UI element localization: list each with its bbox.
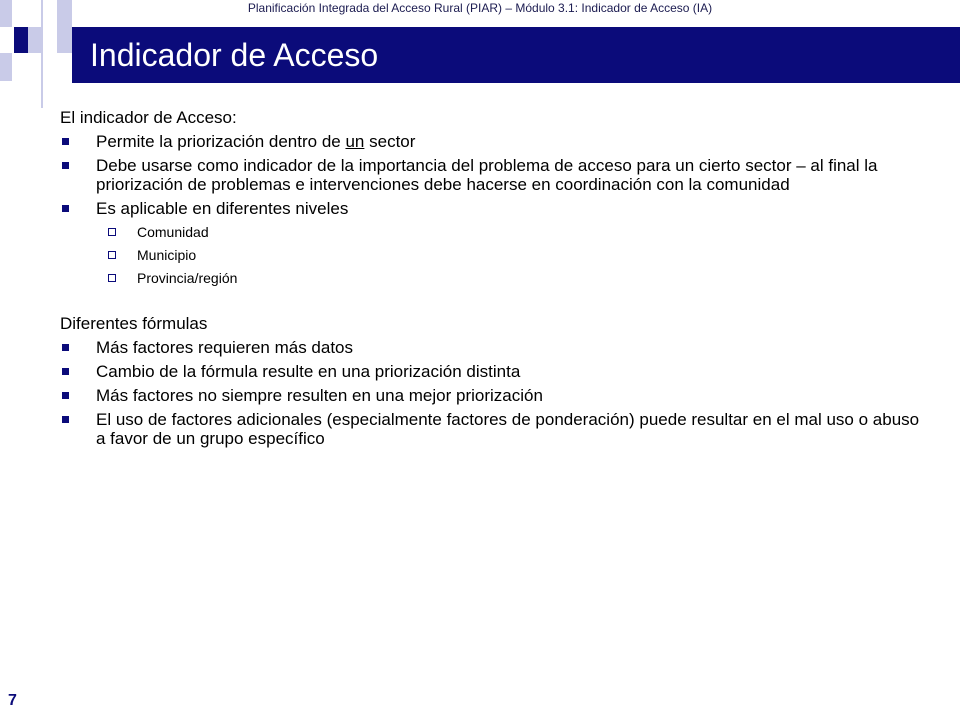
bullet-item [60, 386, 930, 405]
bullet-text: El uso de factores adicionales (especialmente factores de ponderación) puede resultar en el mal uso o abuso a favor de un grupo específico [96, 410, 920, 448]
sub-bullet-text: Comunidad [137, 224, 209, 240]
underlined-text: un [345, 132, 365, 151]
slide-number: 7 [8, 692, 17, 709]
square-bullet-icon [62, 368, 69, 375]
decor-square [0, 53, 12, 81]
bullet-text: Cambio de la fórmula resulte en una priorización distinta [96, 362, 521, 381]
decor-square [0, 0, 12, 27]
bullet-item [60, 132, 930, 151]
sub-bullet-text: Provincia/región [137, 270, 238, 286]
sub-bullet-item [60, 223, 930, 241]
decor-square [14, 27, 28, 53]
bullet-text: Debe usarse como indicador de la importancia del problema de acceso para un cierto sector – al final la priorización de problemas e intervenciones debe hacerse en coordinación con la comunidad [96, 156, 878, 194]
bullet-item [60, 362, 930, 381]
sub-bullet-item [60, 269, 930, 287]
spacer [60, 292, 930, 314]
section-heading: El indicador de Acceso: [60, 108, 237, 127]
bullet-text: Permite la priorización dentro de [96, 132, 346, 151]
bullet-item [60, 410, 930, 448]
square-bullet-icon [62, 205, 69, 212]
square-bullet-icon [62, 416, 69, 423]
bullet-text: Más factores no siempre resulten en una mejor priorización [96, 386, 543, 405]
bullet-text: Es aplicable en diferentes niveles [96, 199, 349, 218]
sub-bullet-text: Municipio [137, 247, 197, 263]
square-bullet-icon [62, 392, 69, 399]
bullet-item [60, 199, 930, 218]
bullet-item [60, 156, 930, 194]
decor-square [57, 27, 72, 53]
square-bullet-icon [62, 162, 69, 169]
hollow-square-bullet-icon [108, 228, 116, 236]
decor-square [57, 0, 72, 27]
section-heading: Diferentes fórmulas [60, 314, 208, 333]
slide-content [60, 108, 930, 453]
bullet-text: Más factores requieren más datos [96, 338, 354, 357]
decor-line [41, 0, 43, 108]
header-text: Planificación Integrada del Acceso Rural (PIAR) – Módulo 3.1: Indicador de Acceso (IA) [247, 1, 713, 15]
square-bullet-icon [62, 138, 69, 145]
hollow-square-bullet-icon [108, 251, 116, 259]
bullet-item [60, 338, 930, 357]
sub-bullet-item [60, 246, 930, 264]
bullet-text: sector [364, 132, 416, 151]
decor-square [28, 27, 42, 53]
title-bar [72, 27, 960, 83]
slide-title: Indicador de Acceso [90, 37, 379, 73]
square-bullet-icon [62, 344, 69, 351]
hollow-square-bullet-icon [108, 274, 116, 282]
